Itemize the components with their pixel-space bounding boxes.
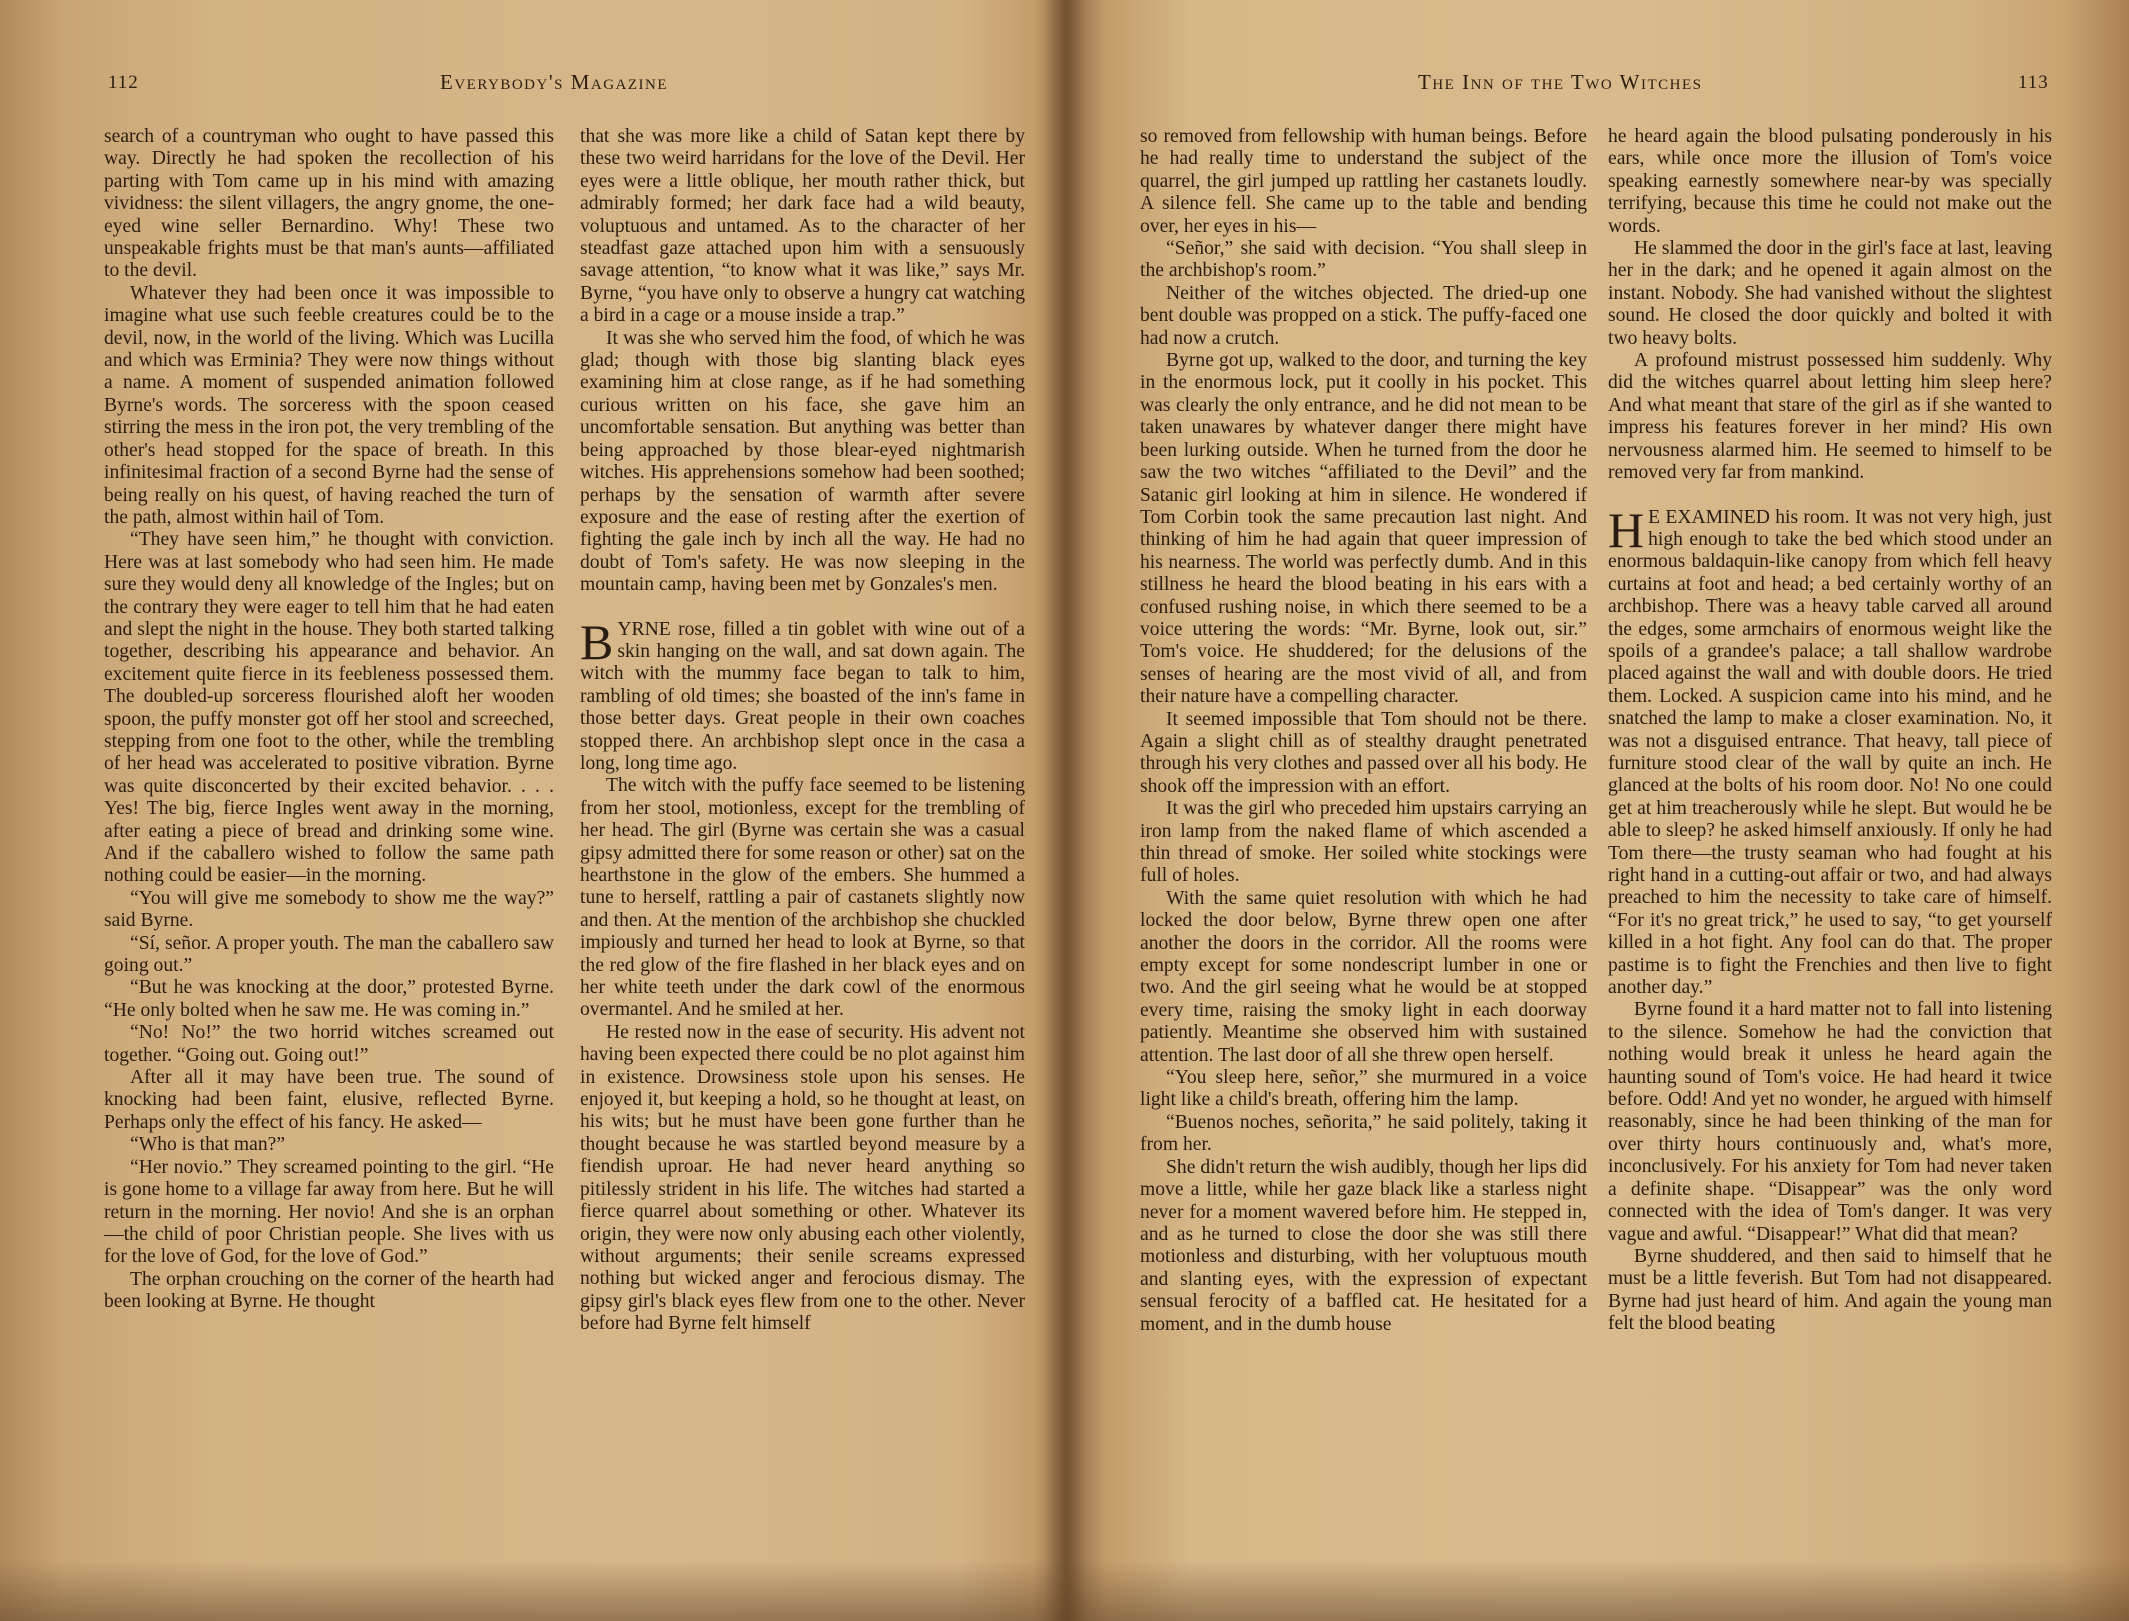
- paragraph: “Señor,” she said with decision. “You shall sleep in the archbishop's room.”: [1140, 238, 1587, 282]
- paragraph: “No! No!” the two horrid witches screamed out together. “Going out. Going out!”: [104, 1022, 554, 1066]
- paragraph: search of a countryman who ought to have passed this way. Directly he had spoken the recollection of his parting with Tom came up in his mind with amazing vividness: the silent villagers, the angry gnome, the one-eyed wine seller Bernardino. Why! These two unspeakable frights must be that man's aunts—affiliated to the devil.: [104, 126, 554, 282]
- paragraph: “But he was knocking at the door,” protested Byrne. “He only bolted when he saw me. He was coming in.”: [104, 977, 554, 1021]
- paragraph: A profound mistrust possessed him suddenly. Why did the witches quarrel about letting him sleep here? And what meant that stare of the girl as if she wanted to impress his features forever in her mind? His own nervousness alarmed him. He seemed to himself to be removed very far from mankind.: [1608, 350, 2052, 484]
- right-page: [1064, 0, 2129, 1621]
- paragraph: so removed from fellowship with human beings. Before he had really time to understand the subject of the quarrel, the girl jumped up rattling her castanets loudly. A silence fell. She came up to the table and bending over, her eyes in his—: [1140, 126, 1587, 237]
- paragraph: It was she who served him the food, of which he was glad; though with those big slanting black eyes examining him at close range, as if he had something curious written on his face, she gave him an uncomfortable sensation. But anything was better than being approached by those blear-eyed nightmarish witches. His apprehensions somehow had been soothed; perhaps by the sensation of warmth after severe exposure and the ease of resting after the exertion of fighting the gale inch by inch all the way. He had no doubt of Tom's safety. He was now sleeping in the mountain camp, having been met by Gonzales's men.: [580, 327, 1025, 596]
- paragraph: He rested now in the ease of security. His advent not having been expected there could be no plot against him in existence. Drowsiness stole upon his senses. He enjoyed it, but keeping a hold, so he thought at least, on his wits; but he must have been gone further than he thought because he was startled beyond measure by a fiendish uproar. He had never heard anything so pitilessly strident in his life. The witches had started a fierce quarrel about something or other. Whatever its origin, they were now only abusing each other violently, without arguments; their senile screams expressed nothing but wicked anger and ferocious dismay. The gipsy girl's black eyes flew from one to the other. Never before had Byrne felt himself: [580, 1021, 1025, 1335]
- paragraph: Byrne shuddered, and then said to himself that he must be a little feverish. But Tom had not disappeared. Byrne had just heard of him. And again the young man felt the blood beating: [1608, 1245, 2052, 1335]
- section-first-text: rose, filled a tin goblet with wine out of a skin hanging on the wall, and sat down again. The witch with the mummy face began to talk to him, rambling of old times; she boasted of the inn's fame in those better days. Great people in their own coaches stopped there. An archbishop slept once in the casa a long, long time ago.: [580, 618, 1025, 774]
- paragraph: that she was more like a child of Satan kept there by these two weird harridans for the love of the Devil. Her eyes were a little oblique, her mouth rather thick, but admirably formed; her dark face had a wild beauty, voluptuous and untamed. As to the character of her steadfast gaze attached upon him with a sensuously savage attention, “to know what it was like,” says Mr. Byrne, “you have only to observe a hungry cat watching a bird in a cage or a mouse inside a trap.”: [580, 126, 1025, 327]
- paragraph: He slammed the door in the girl's face at last, leaving her in the dark; and he opened it again almost on the instant. Nobody. She had vanished without the slightest sound. He closed the door quickly and bolted it with two heavy bolts.: [1608, 238, 2052, 349]
- paragraph: “Sí, señor. A proper youth. The man the caballero saw going out.”: [104, 932, 554, 977]
- paragraph: After all it may have been true. The sound of knocking had been faint, elusive, reflected Byrne. Perhaps only the effect of his fancy. He asked—: [104, 1067, 554, 1133]
- text-column-3: [1140, 126, 1587, 1336]
- paragraph: “Who is that man?”: [130, 1134, 286, 1156]
- section-lead-in: E EXAMINED: [1648, 506, 1770, 528]
- paragraph: The orphan crouching on the corner of the hearth had been looking at Byrne. He thought: [104, 1268, 554, 1313]
- running-head: The Inn of the Two Witches: [1418, 70, 1703, 94]
- paragraph: “They have seen him,” he thought with conviction. Here was at last somebody who had seen him. He made sure they would deny all knowledge of the Ingles; but on the contrary they were eager to tell him that he had eaten and slept the night in the house. They both started talking together, describing his appearance and behavior. An excitement quite fierce in its feebleness possessed them. The doubled-up sorceress flourished aloft her wooden spoon, the puffy monster got off her stool and screeched, stepping from one foot to the other, while the trembling of her head was accelerated to positive vibration. Byrne was quite disconcerted by their excited behavior. . . . Yes! The big, fierce Ingles went away in the morning, after eating a piece of bread and drinking some wine. And if the caballero wished to follow the same path nothing could be easier—in the morning.: [104, 529, 554, 887]
- section-opening-paragraph: [1608, 501, 2052, 1000]
- paragraph: Neither of the witches objected. The dried-up one bent double was propped on a stick. The puffy-faced one had now a crutch.: [1140, 282, 1587, 349]
- paragraph: It seemed impossible that Tom should not be there. Again a slight chill as of stealthy draught penetrated through his very clothes and passed over all his body. He shook off the impression with an effort.: [1140, 708, 1587, 797]
- paragraph: She didn't return the wish audibly, though her lips did move a little, while her gaze black like a starless night never for a moment wavered before him. He stepped in, and as he turned to close the door she was still there motionless and disturbing, with her voluptuous mouth and slanting eyes, with the expression of expectant sensual ferocity of a baffled cat. He hesitated for a moment, and in the dumb house: [1140, 1156, 1587, 1335]
- text-column-1: [104, 126, 554, 1314]
- paragraph: “You sleep here, señor,” she murmured in a voice light like a child's breath, offering him the lamp.: [1140, 1067, 1587, 1111]
- paragraph: It was the girl who preceded him upstairs carrying an iron lamp from the naked flame of which ascended a thin thread of smoke. Her soiled white stockings were full of holes.: [1140, 798, 1587, 887]
- drop-cap: H: [1608, 501, 1645, 558]
- section-opening-paragraph: [580, 613, 1025, 776]
- paragraph: “Buenos noches, señorita,” he said politely, taking it from her.: [1140, 1111, 1587, 1156]
- drop-cap: B: [580, 613, 614, 670]
- paragraph: The witch with the puffy face seemed to be listening from her stool, motionless, except for the trembling of her head. The girl (Byrne was certain she was a casual gipsy admitted there for some reason or other) sat on the hearthstone in the glow of the embers. She hummed a tune to herself, rattling a pair of castanets slightly now and then. At the mention of the archbishop she chuckled impiously and turned her head to look at Byrne, so that the red glow of the fire flashed in her black eyes and on her white teeth under the dark cowl of the enormous overmantel. And he smiled at her.: [580, 775, 1025, 1021]
- paragraph: “You will give me somebody to show me the way?” said Byrne.: [104, 887, 554, 932]
- paragraph: With the same quiet resolution with which he had locked the door below, Byrne threw open one after another the doors in the corridor. All the rooms were empty except for some nondescript lumber in one or two. And the girl seeing what he would be at stopped every time, raising the smoky light in each doorway patiently. Meantime she observed him with sustained attention. The last door of all she threw open herself.: [1140, 887, 1587, 1066]
- running-head: Everybody's Magazine: [440, 70, 669, 94]
- left-page: [0, 0, 1064, 1621]
- text-column-4: [1608, 126, 2052, 1336]
- page-number: 113: [2018, 72, 2049, 93]
- section-lead-in: YRNE: [617, 618, 671, 640]
- page-number: 112: [108, 72, 139, 93]
- text-column-2: [580, 126, 1025, 1336]
- paragraph: Whatever they had been once it was impossible to imagine what use such feeble creatures could be to the devil, now, in the world of the living. Which was Lucilla and which was Erminia? They were now things without a name. A moment of suspended animation followed Byrne's words. The sorceress with the spoon ceased stirring the mess in the iron pot, the very trembling of the other's head stopped for the space of breath. In this infinitesimal fraction of a second Byrne had the sense of being really on his quest, of having reached the turn of the path, almost within hail of Tom.: [104, 282, 554, 528]
- paragraph: “Her novio.” They screamed pointing to the girl. “He is gone home to a village far away from here. But he will return in the morning. Her novio! And she is an orphan—the child of poor Christian people. She lives with us for the love of God, for the love of God.”: [104, 1156, 554, 1268]
- section-first-text: his room. It was not very high, just high enough to take the bed which stood under an enormous baldaquin-like canopy from which fell heavy curtains at foot and head; a bed certainly worthy of an archbishop. There was a heavy table carved all around the edges, some armchairs of enormous weight like the spoils of a grandee's palace; a tall shallow wardrobe placed against the wall and with double doors. He tried them. Locked. A suspicion came into his mind, and he snatched the lamp to make a closer examination. No, it was not a disguised entrance. That heavy, tall piece of furniture stood clear of the wall by quite an inch. He glanced at the bolts of his room door. No! No one could get at him treacherously while he slept. But would he be able to sleep? he asked himself anxiously. If only he had Tom there—the trusty seaman who had fought at his right hand in a cutting-out affair or two, and had always preached to him the necessity to take care of himself. “For it's no great trick,” he used to say, “to get yourself killed in a hot fight. Any fool can do that. The proper pastime is to fight the Frenchies and then live to fight another day.”: [1608, 506, 2052, 999]
- paragraph: Byrne found it a hard matter not to fall into listening to the silence. Somehow he had the conviction that nothing would break it unless he heard again the haunting sound of Tom's voice. He had heard it twice before. Odd! And yet no wonder, he argued with himself reasonably, since he had been thinking of the man for over thirty hours continuously and, what's more, inconclusively. For his anxiety for Tom had never taken a definite shape. “Disappear” was the only word connected with the idea of Tom's danger. It was very vague and awful. “Disappear!” What did that mean?: [1608, 999, 2052, 1245]
- paragraph: he heard again the blood pulsating ponderously in his ears, while once more the illusion of Tom's voice speaking earnestly somewhere near-by was specially terrifying, because this time he could not make out the words.: [1608, 126, 2052, 237]
- paragraph: Byrne got up, walked to the door, and turning the key in the enormous lock, put it coolly in his pocket. This was clearly the only entrance, and he did not mean to be taken unawares by whatever danger there might have been lurking outside. When he turned from the door he saw the two witches “affiliated to the Devil” and the Satanic girl looking at him in silence. He wondered if Tom Corbin took the same precaution last night. And thinking of him he had again that queer impression of his nearness. The world was perfectly dumb. And in this stillness he heard the blood beating in his ears with a confused rushing noise, in which there seemed to be a voice uttering the words: “Mr. Byrne, look out, sir.” Tom's voice. He shuddered; for the delusions of the senses of hearing are the most vivid of all, and from their nature have a compelling character.: [1140, 350, 1587, 708]
